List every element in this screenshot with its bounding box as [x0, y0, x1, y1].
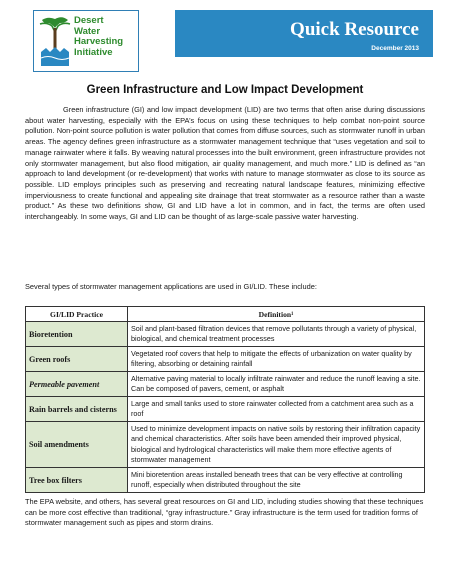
practice-definition: Large and small tanks used to store rainwater collected from a catchment area such as a roof: [128, 397, 425, 422]
practice-definition: Vegetated roof covers that help to mitigate the effects of urbanization on water quality by filtering, absorbing or detaining rainfall: [128, 347, 425, 372]
practice-definition: Alternative paving material to locally infiltrate rainwater and reduce the runoff leaving a site. Can be composed of pavers, cement, or asphalt: [128, 372, 425, 397]
practice-name: Tree box filters: [26, 468, 128, 493]
quick-resource-banner: [175, 10, 433, 57]
logo-line: Water: [74, 25, 101, 37]
document-title: Green Infrastructure and Low Impact Development: [86, 84, 364, 96]
logo-line: Desert: [74, 15, 104, 26]
practice-name: Soil amendments: [26, 422, 128, 468]
table-row: [26, 347, 425, 372]
table-row: [26, 468, 425, 493]
table-row: [26, 422, 425, 468]
logo-wordmark: [74, 16, 138, 58]
table-row: [26, 372, 425, 397]
quick-resource-title: Quick Resource: [290, 19, 419, 40]
practice-definition: Soil and plant-based filtration devices that remove pollutants through a variety of physical, biological, and chemical treatment processes: [128, 322, 425, 347]
logo: [33, 10, 139, 72]
intro-paragraph: Green infrastructure (GI) and low impact development (LID) are two terms that often arise during discussions about water harvesting, especially with the EPA’s focus on using these techniques to help combat non-point source pollution. Non-point source pollution is water pollution that comes from diffuse sources, such as stormwater runoff in urban areas. The agency defines green infrastructure as a stormwater management technique that “uses vegetation and soil to manage rainwater where it falls. By weaving natural processes into the built environment, green infrastructure provides not only stormwater management, but also flood mitigation, air quality management, and much more.” LID is defined as “an approach to land development (or re-development) that works with nature to manage stormwater as close to its source as possible. LID employs principles such as preserving and recreating natural landscape features, minimizing effective imperviousness to create functional and appealing site drainage that treat stormwater as a resource rather than a waste product.” As these two definitions show, GI and LID have a lot in common, and in fact, the terms are often used interchangeably. In some ways, GI and LID can be thought of as large-scale passive water harvesting.: [25, 105, 425, 222]
table-row: [26, 322, 425, 347]
practice-column-header: GI/LID Practice: [26, 307, 128, 322]
table-row: [26, 397, 425, 422]
definition-column-header: Definition¹: [128, 307, 425, 322]
publication-date: December 2013: [371, 45, 419, 52]
practice-name: Bioretention: [26, 322, 128, 347]
table-intro: Several types of stormwater management applications are used in GI/LID. These include:: [25, 282, 317, 291]
practice-definition: Used to minimize development impacts on native soils by restoring their infiltration capacity and chemical characteristics. After soils have been amended their improved physical, biological and hydrological characteristics will make them more effective agents of stormwater management: [128, 422, 425, 468]
logo-line: Harvesting: [74, 36, 124, 47]
page-header: [0, 0, 450, 78]
table-header-row: [26, 307, 425, 322]
logo-line: Initiative: [74, 46, 113, 58]
closing-paragraph: The EPA website, and others, has several great resources on GI and LID, including studies showing that these techniques can be more cost effective than traditional, “gray infrastructure.” Gray infrastructure is the term used for tradition forms of stormwater management such as pipes and storm drains.: [25, 497, 424, 527]
practice-name: Green roofs: [26, 347, 128, 372]
practice-definition: Mini bioretention areas installed beneath trees that can be very effective at controlling runoff, especially when distributed throughout the site: [128, 468, 425, 493]
practice-name: Rain barrels and cisterns: [26, 397, 128, 422]
tree-logo-icon: [38, 14, 72, 68]
practice-name: Permeable pavement: [26, 372, 128, 397]
gi-lid-practices-table: [25, 306, 425, 493]
